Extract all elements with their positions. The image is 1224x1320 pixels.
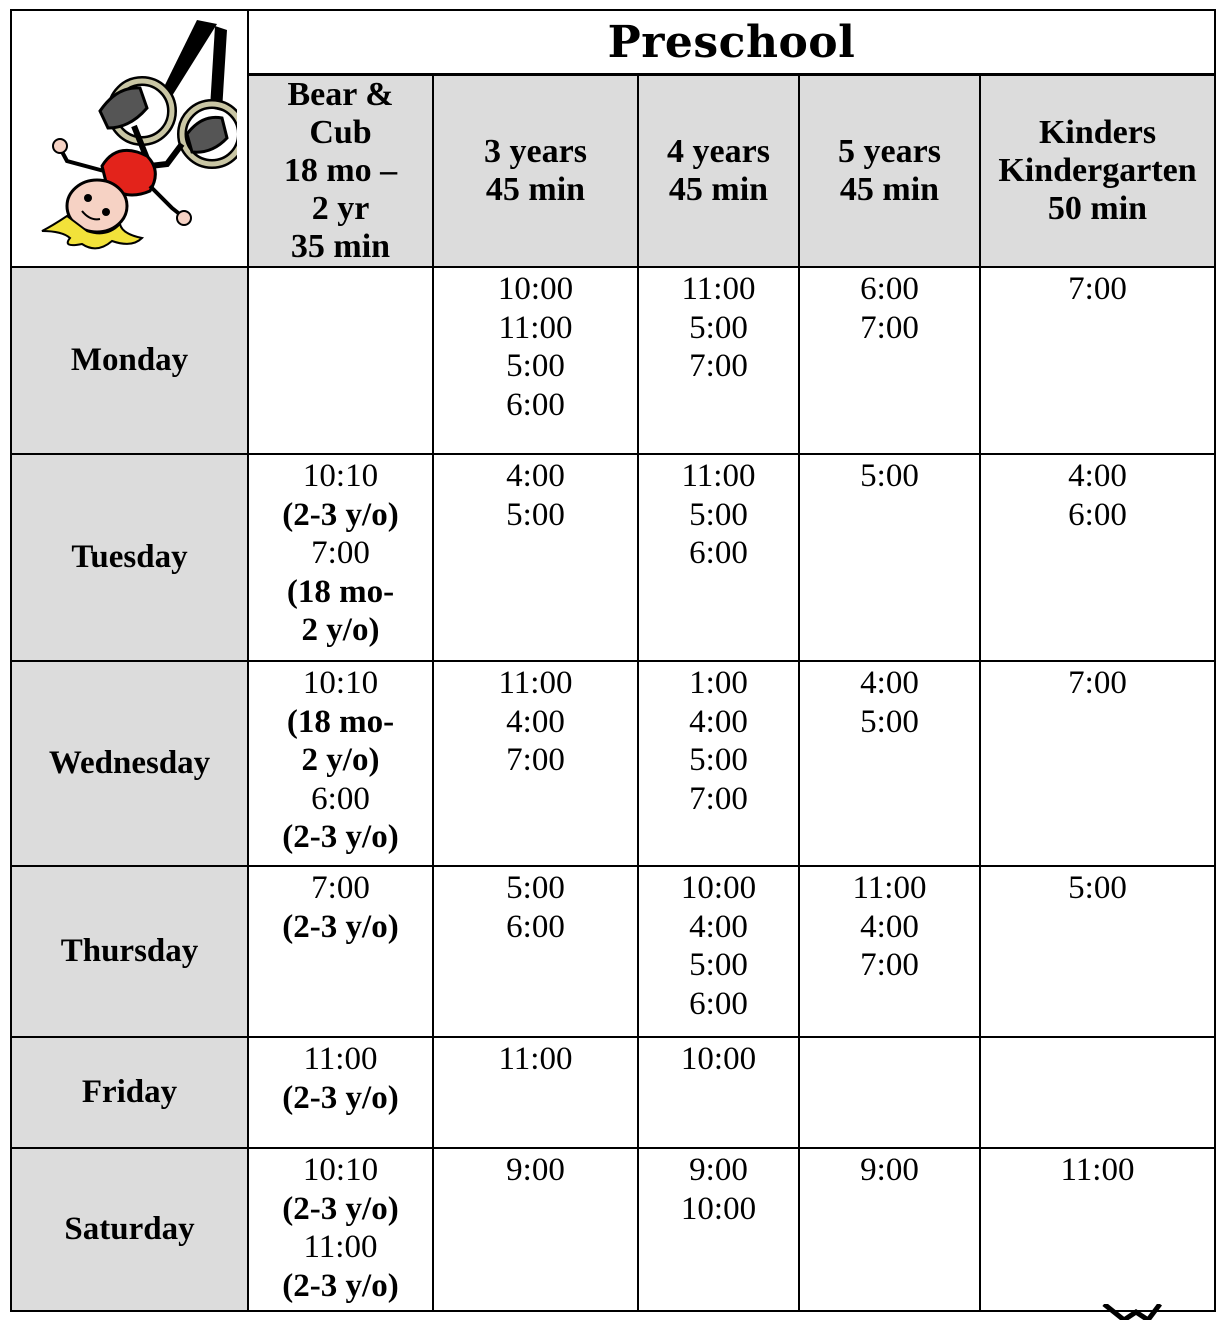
age-group-note: (2-3 y/o) xyxy=(282,819,399,855)
class-times-cell xyxy=(248,866,433,1037)
class-time: 7:00 xyxy=(860,309,919,346)
column-header xyxy=(433,75,638,268)
column-header xyxy=(638,75,799,268)
class-time: 5:00 xyxy=(689,496,748,533)
decorative-bird-icon xyxy=(1102,1304,1162,1320)
column-header-line: 50 min xyxy=(1047,190,1148,227)
class-times-cell xyxy=(433,267,638,454)
class-times-cell xyxy=(638,267,799,454)
class-time: 6:00 xyxy=(1068,496,1127,533)
column-header xyxy=(799,75,980,268)
class-time: 5:00 xyxy=(689,947,748,983)
class-time: 5:00 xyxy=(689,309,748,346)
class-times-cell xyxy=(799,1148,980,1311)
class-time: 4:00 xyxy=(689,908,748,945)
class-times-cell xyxy=(980,661,1215,866)
column-header-line: 35 min xyxy=(290,228,391,265)
class-time: 7:00 xyxy=(506,742,565,778)
column-header-line: 18 mo – xyxy=(283,152,398,189)
class-time: 11:00 xyxy=(303,1229,378,1265)
class-times-cell xyxy=(799,866,980,1037)
class-time: 11:00 xyxy=(498,1041,573,1077)
class-times-cell xyxy=(638,454,799,661)
class-times-cell xyxy=(980,1037,1215,1148)
schedule-row xyxy=(11,267,1215,454)
class-times-cell xyxy=(980,454,1215,661)
class-time: 5:00 xyxy=(506,348,565,384)
class-time: 6:00 xyxy=(860,271,919,307)
class-time: 11:00 xyxy=(681,271,756,307)
class-times-cell xyxy=(638,1148,799,1311)
column-header-line: 5 years xyxy=(838,133,941,170)
column-header-line: Bear & xyxy=(287,76,394,113)
age-group-note: 2 y/o) xyxy=(301,612,380,648)
class-time: 11:00 xyxy=(498,309,573,346)
class-time: 6:00 xyxy=(506,908,565,945)
class-time: 6:00 xyxy=(689,985,748,1022)
day-label: Wednesday xyxy=(11,661,248,866)
schedule-row xyxy=(11,661,1215,866)
day-label: Friday xyxy=(11,1037,248,1148)
class-time: 10:10 xyxy=(302,1152,379,1188)
day-label: Monday xyxy=(11,267,248,454)
age-group-note: (18 mo- xyxy=(286,573,395,610)
class-times-cell xyxy=(433,1037,638,1148)
class-time: 1:00 xyxy=(689,665,748,701)
class-times-cell xyxy=(638,661,799,866)
class-time: 10:00 xyxy=(680,1041,757,1077)
class-time: 7:00 xyxy=(689,780,748,817)
column-header-line: 45 min xyxy=(668,171,769,208)
age-group-note: (2-3 y/o) xyxy=(282,1079,399,1116)
logo-cell xyxy=(11,10,248,267)
day-label: Thursday xyxy=(11,866,248,1037)
class-time: 10:00 xyxy=(680,870,757,906)
class-time: 7:00 xyxy=(860,947,919,983)
class-time: 10:00 xyxy=(497,271,574,307)
column-header-line: 45 min xyxy=(839,171,940,208)
class-times-cell xyxy=(799,454,980,661)
schedule-row xyxy=(11,1148,1215,1311)
class-time: 7:00 xyxy=(689,348,748,384)
class-time: 7:00 xyxy=(311,535,370,571)
schedule-row xyxy=(11,866,1215,1037)
class-times-cell xyxy=(980,267,1215,454)
class-time: 5:00 xyxy=(860,703,919,740)
class-times-cell xyxy=(433,454,638,661)
class-times-cell xyxy=(433,1148,638,1311)
class-time: 4:00 xyxy=(506,458,565,494)
age-group-note: 2 y/o) xyxy=(301,742,380,778)
class-time: 7:00 xyxy=(1068,271,1127,307)
schedule-row xyxy=(11,1037,1215,1148)
class-time: 10:00 xyxy=(680,1190,757,1227)
age-group-note: (2-3 y/o) xyxy=(282,1267,399,1304)
class-times-cell xyxy=(799,1037,980,1148)
class-times-cell xyxy=(248,267,433,454)
age-group-note: (2-3 y/o) xyxy=(282,908,399,945)
class-time: 5:00 xyxy=(689,742,748,778)
preschool-schedule-table xyxy=(10,9,1216,1312)
class-time: 10:10 xyxy=(302,458,379,494)
class-times-cell xyxy=(799,661,980,866)
class-time: 4:00 xyxy=(860,908,919,945)
class-times-cell xyxy=(980,866,1215,1037)
class-time: 5:00 xyxy=(506,496,565,533)
class-time: 6:00 xyxy=(311,780,370,817)
class-time: 7:00 xyxy=(311,870,370,906)
class-time: 9:00 xyxy=(860,1152,919,1188)
class-time: 9:00 xyxy=(506,1152,565,1188)
schedule-row xyxy=(11,454,1215,661)
age-group-note: (18 mo- xyxy=(286,703,395,740)
column-header-line: Kindergarten xyxy=(998,152,1197,189)
class-time: 9:00 xyxy=(689,1152,748,1188)
class-times-cell xyxy=(638,866,799,1037)
column-header-line: 4 years xyxy=(667,133,770,170)
column-header-line: 3 years xyxy=(484,133,587,170)
class-times-cell xyxy=(799,267,980,454)
class-times-cell xyxy=(248,1037,433,1148)
column-header-line: 45 min xyxy=(485,171,586,208)
class-times-cell xyxy=(248,1148,433,1311)
class-time: 4:00 xyxy=(860,665,919,701)
class-times-cell xyxy=(980,1148,1215,1311)
age-group-note: (2-3 y/o) xyxy=(282,1190,399,1227)
class-time: 11:00 xyxy=(303,1041,378,1077)
class-times-cell xyxy=(433,661,638,866)
column-header-line: Cub xyxy=(309,114,372,151)
class-times-cell xyxy=(248,454,433,661)
class-time: 11:00 xyxy=(852,870,927,906)
class-time: 4:00 xyxy=(1068,458,1127,494)
gymnastics-rings-kid-icon xyxy=(22,16,237,256)
class-time: 11:00 xyxy=(681,458,756,494)
class-time: 7:00 xyxy=(1068,665,1127,701)
class-time: 5:00 xyxy=(506,870,565,906)
age-group-note: (2-3 y/o) xyxy=(282,496,399,533)
column-header-line: Kinders xyxy=(1038,114,1157,151)
column-header-line: 2 yr xyxy=(311,190,370,227)
class-times-cell xyxy=(248,661,433,866)
class-time: 11:00 xyxy=(498,665,573,701)
class-time: 11:00 xyxy=(1060,1152,1135,1188)
class-time: 6:00 xyxy=(689,535,748,571)
class-time: 5:00 xyxy=(1068,870,1127,906)
class-times-cell xyxy=(638,1037,799,1148)
day-label: Tuesday xyxy=(11,454,248,661)
class-time: 4:00 xyxy=(689,703,748,740)
class-time: 6:00 xyxy=(506,386,565,423)
column-header xyxy=(248,75,433,268)
day-label: Saturday xyxy=(11,1148,248,1311)
class-time: 5:00 xyxy=(860,458,919,494)
page-title: Preschool xyxy=(248,10,1215,75)
class-time: 4:00 xyxy=(506,703,565,740)
class-times-cell xyxy=(433,866,638,1037)
class-time: 10:10 xyxy=(302,665,379,701)
column-header xyxy=(980,75,1215,268)
